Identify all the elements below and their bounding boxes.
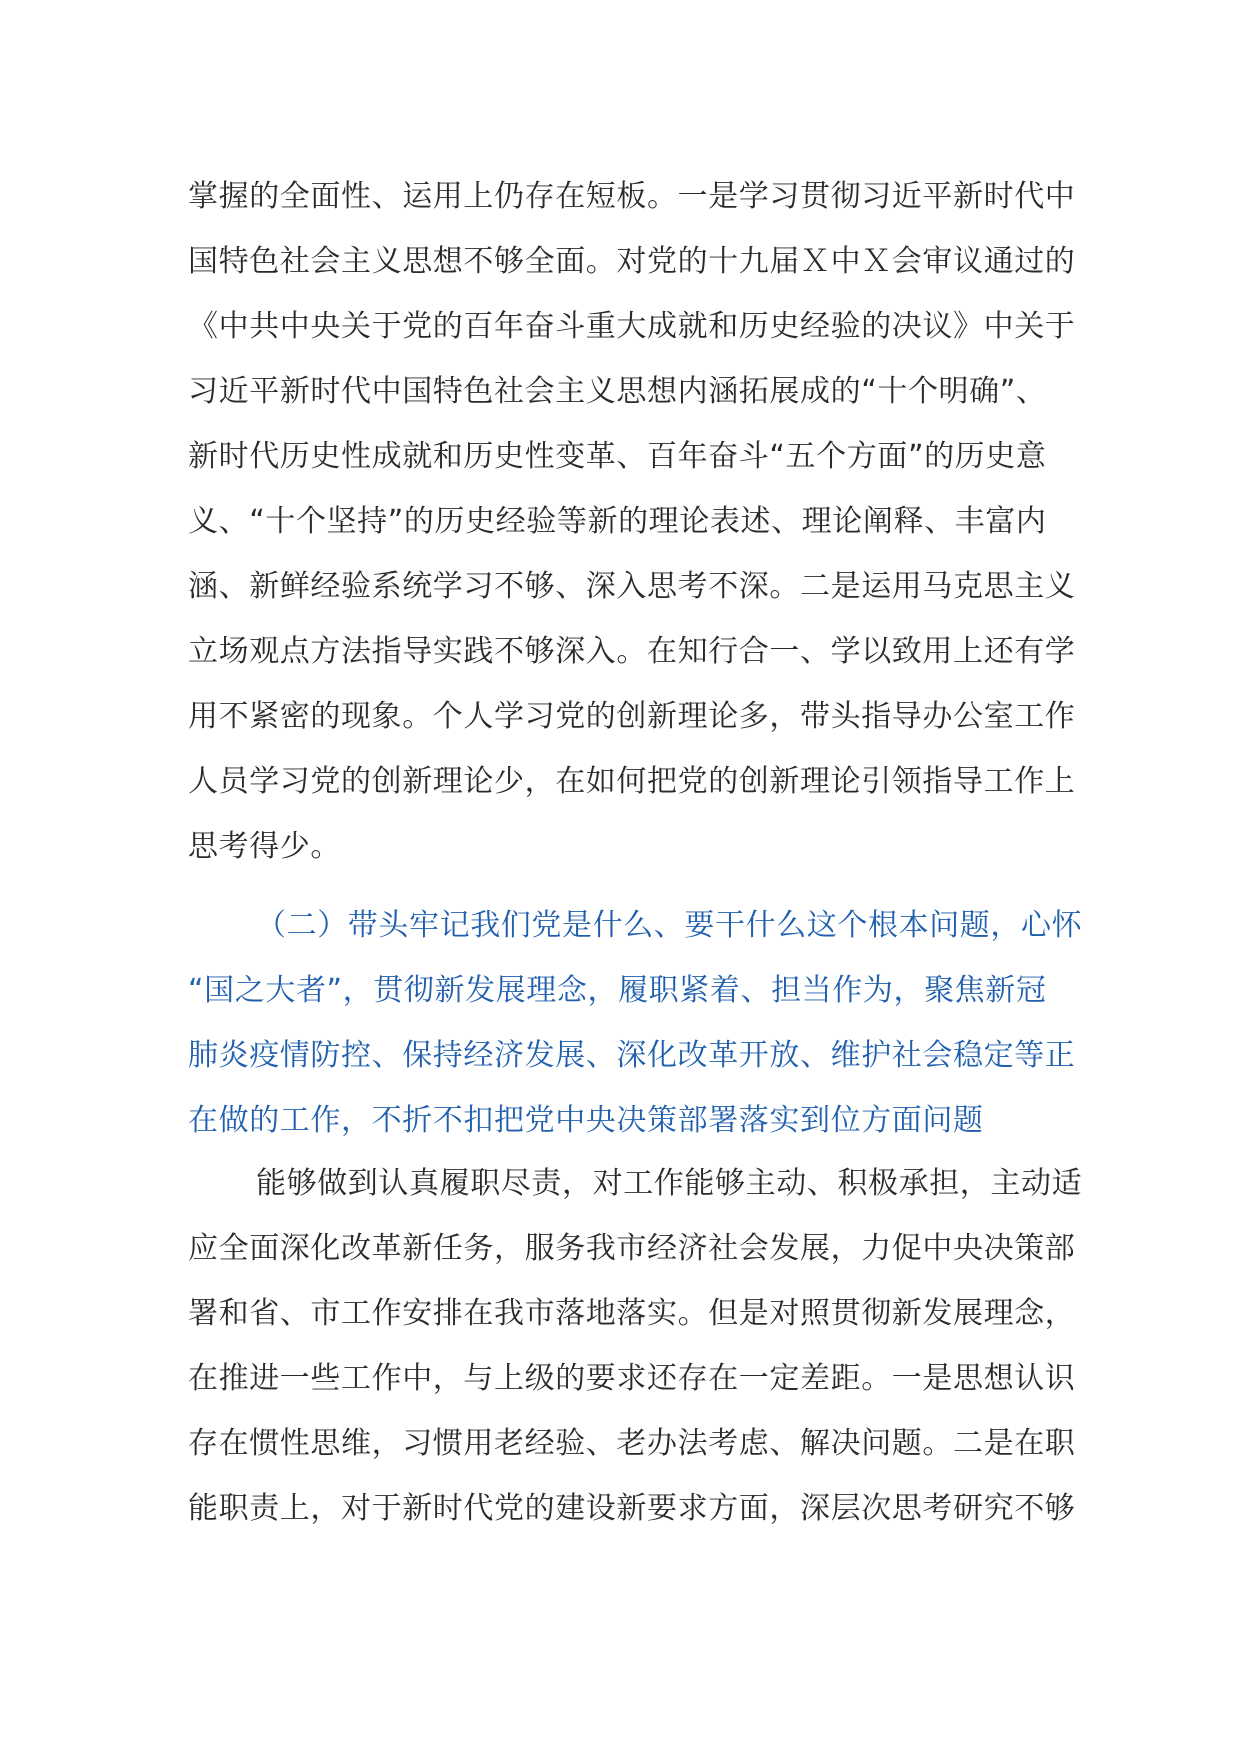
heading-line: 肺炎疫情防控、保持经济发展、深化改革开放、维护社会稳定等正 (188, 1038, 1076, 1073)
text-line: 立场观点方法指导实践不够深入。在知行合一、学以致用上还有学 (188, 634, 1076, 669)
text-line: 思考得少。 (188, 829, 341, 864)
text-line: 习近平新时代中国特色社会主义思想内涵拓展成的“十个明确”、 (188, 374, 1047, 409)
heading-line: “国之大者”，贯彻新发展理念，履职紧着、担当作为，聚焦新冠 (188, 973, 1047, 1008)
text-line: 在推进一些工作中，与上级的要求还存在一定差距。一是思想认识 (188, 1361, 1076, 1396)
text-line: 掌握的全面性、运用上仍存在短板。一是学习贯彻习近平新时代中 (188, 179, 1076, 214)
body-paragraph-2 (188, 1151, 1083, 1541)
text-line: 应全面深化改革新任务，服务我市经济社会发展，力促中央决策部 (188, 1231, 1076, 1266)
body-paragraph-1 (188, 164, 1076, 879)
text-line: 能职责上，对于新时代党的建设新要求方面，深层次思考研究不够 (188, 1491, 1076, 1526)
text-line: 存在惯性思维，习惯用老经验、老办法考虑、解决问题。二是在职 (188, 1426, 1076, 1461)
text-line: 涵、新鲜经验系统学习不够、深入思考不深。二是运用马克思主义 (188, 569, 1076, 604)
heading-line: （二）带头牢记我们党是什么、要干什么这个根本问题，心怀 (256, 908, 1083, 943)
text-line: 能够做到认真履职尽责，对工作能够主动、积极承担，主动适 (256, 1166, 1083, 1201)
text-line: 《中共中央关于党的百年奋斗重大成就和历史经验的决议》中关于 (188, 309, 1076, 344)
text-line: 用不紧密的现象。个人学习党的创新理论多，带头指导办公室工作 (188, 699, 1076, 734)
text-line: 国特色社会主义思想不够全面。对党的十九届Ｘ中Ｘ会审议通过的 (188, 244, 1076, 279)
text-line: 义、“十个坚持”的历史经验等新的理论表述、理论阐释、丰富内 (188, 504, 1047, 539)
text-line: 人员学习党的创新理论少，在如何把党的创新理论引领指导工作上 (188, 764, 1076, 799)
section-heading-paragraph (188, 893, 1083, 1153)
text-line: 署和省、市工作安排在我市落地落实。但是对照贯彻新发展理念， (188, 1296, 1076, 1331)
heading-line: 在做的工作，不折不扣把党中央决策部署落实到位方面问题 (188, 1103, 984, 1138)
text-line: 新时代历史性成就和历史性变革、百年奋斗“五个方面”的历史意 (188, 439, 1047, 474)
